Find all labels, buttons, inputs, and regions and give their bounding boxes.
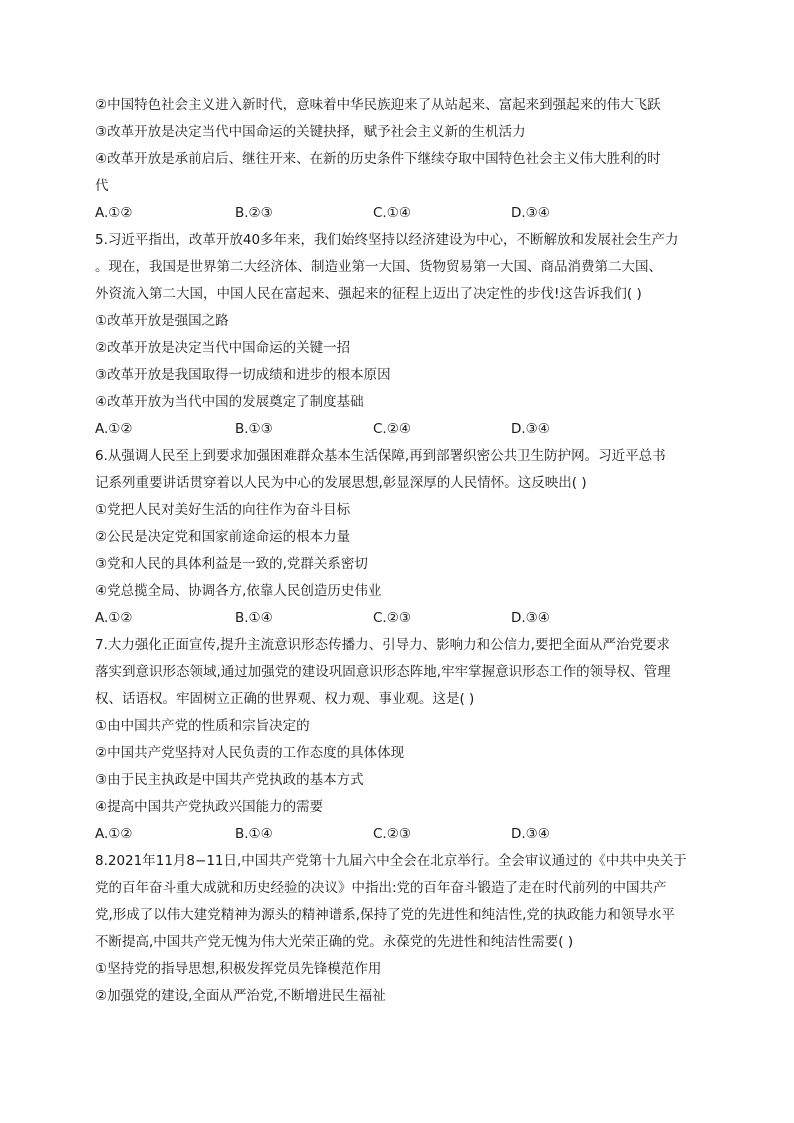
- q7-stem-line-2: 落实到意识形态领域,通过加强党的建设巩固意识形态阵地,牢牢掌握意识形态工作的领导权、管理: [95, 664, 671, 680]
- q6-item-2: ②公民是决定党和国家前途命运的根本力量: [95, 529, 351, 545]
- q5-stem-line-1: 5.习近平指出，改革开放40多年来，我们始终坚持以经济建设为中心，不断解放和发展社会生产力: [95, 232, 679, 248]
- q7-options: [95, 821, 705, 848]
- q7-stem-line-3: 权、话语权。牢固树立正确的世界观、权力观、事业观。这是( ): [95, 691, 475, 707]
- q4-item-4: ④改革开放是承前启后、继往开来、在新的历史条件下继续夺取中国特色社会主义伟大胜利的时: [95, 151, 661, 167]
- q6-item-1: ①党把人民对美好生活的向往作为奋斗目标: [95, 502, 351, 518]
- q7-option-b[interactable]: B.①④: [235, 826, 273, 842]
- q5-stem-line-3: 外资流入第二大国，中国人民在富起来、强起来的征程上迈出了决定性的步伐!这告诉我们( ): [95, 286, 642, 302]
- q4-option-c[interactable]: C.①④: [373, 205, 411, 221]
- q5-item-4: ④改革开放为当代中国的发展奠定了制度基础: [95, 394, 364, 410]
- q5-item-1: ①改革开放是强国之路: [95, 313, 229, 329]
- q8-stem-line-3: 党,形成了以伟大建党精神为源头的精神谱系,保持了党的先进性和纯洁性,党的执政能力和领导水平: [95, 907, 675, 923]
- q6-option-b[interactable]: B.①④: [235, 610, 273, 626]
- q7-option-a[interactable]: A.①②: [95, 826, 133, 842]
- question-6: [95, 443, 705, 632]
- q6-stem-line-1: 6.从强调人民至上到要求加强困难群众基本生活保障,再到部署织密公共卫生防护网。习近平总书: [95, 448, 666, 464]
- q8-stem-line-2: 党的百年奋斗重大成就和历史经验的决议》中指出:党的百年奋斗锻造了走在时代前列的中国共产: [95, 880, 667, 896]
- q8-item-2: ②加强党的建设,全面从严治党,不断增进民生福祉: [95, 988, 386, 1004]
- q4-item-4-cont: 代: [95, 178, 109, 194]
- q4-option-b[interactable]: B.②③: [235, 205, 273, 221]
- q6-options: [95, 605, 705, 632]
- q7-item-4: ④提高中国共产党执政兴国能力的需要: [95, 799, 324, 815]
- q7-option-c[interactable]: C.②③: [373, 826, 411, 842]
- q5-item-3: ③改革开放是我国取得一切成绩和进步的根本原因: [95, 367, 391, 383]
- q8-stem-line-4: 不断提高,中国共产党无愧为伟大光荣正确的党。永葆党的先进性和纯洁性需要( ): [95, 934, 574, 950]
- q8-item-1: ①坚持党的指导思想,积极发挥党员先锋模范作用: [95, 961, 382, 977]
- q6-option-d[interactable]: D.③④: [511, 610, 550, 626]
- q5-option-d[interactable]: D.③④: [511, 421, 550, 437]
- q5-option-a[interactable]: A.①②: [95, 421, 133, 437]
- q7-item-2: ②中国共产党坚持对人民负责的工作态度的具体体现: [95, 745, 405, 761]
- question-5: [95, 227, 705, 443]
- q6-option-c[interactable]: C.②③: [373, 610, 411, 626]
- question-8: [95, 848, 705, 1010]
- question-4: [95, 92, 705, 227]
- q5-item-2: ②改革开放是决定当代中国命运的关键一招: [95, 340, 351, 356]
- q5-option-b[interactable]: B.①③: [235, 421, 273, 437]
- q4-option-a[interactable]: A.①②: [95, 205, 133, 221]
- q6-item-3: ③党和人民的具体利益是一致的,党群关系密切: [95, 556, 368, 572]
- q6-option-a[interactable]: A.①②: [95, 610, 133, 626]
- q5-options: [95, 416, 705, 443]
- q4-item-2: ②中国特色社会主义进入新时代，意味着中华民族迎来了从站起来、富起来到强起来的伟大飞跃: [95, 97, 661, 113]
- q7-option-d[interactable]: D.③④: [511, 826, 550, 842]
- q5-option-c[interactable]: C.②④: [373, 421, 411, 437]
- q4-item-3: ③改革开放是决定当代中国命运的关键抉择，赋予社会主义新的生机活力: [95, 124, 526, 140]
- exam-page: [95, 92, 705, 1010]
- q4-options: [95, 200, 705, 227]
- q7-stem-line-1: 7.大力强化正面宣传,提升主流意识形态传播力、引导力、影响力和公信力,要把全面从严治党要求: [95, 637, 670, 653]
- q6-item-4: ④党总揽全局、协调各方,依靠人民创造历史伟业: [95, 583, 382, 599]
- q7-item-3: ③由于民主执政是中国共产党执政的基本方式: [95, 772, 364, 788]
- question-7: [95, 632, 705, 848]
- q4-option-d[interactable]: D.③④: [511, 205, 550, 221]
- q6-stem-line-2: 记系列重要讲话贯穿着以人民为中心的发展思想,彰显深厚的人民情怀。这反映出( ): [95, 475, 587, 491]
- q5-stem-line-2: 。现在，我国是世界第二大经济体、制造业第一大国、货物贸易第一大国、商品消费第二大国、: [95, 259, 662, 275]
- q8-stem-line-1: 8.2021年11月8−11日,中国共产党第十九届六中全会在北京举行。全会审议通过的《中共中央关于: [95, 853, 687, 869]
- q7-item-1: ①由中国共产党的性质和宗旨决定的: [95, 718, 310, 734]
